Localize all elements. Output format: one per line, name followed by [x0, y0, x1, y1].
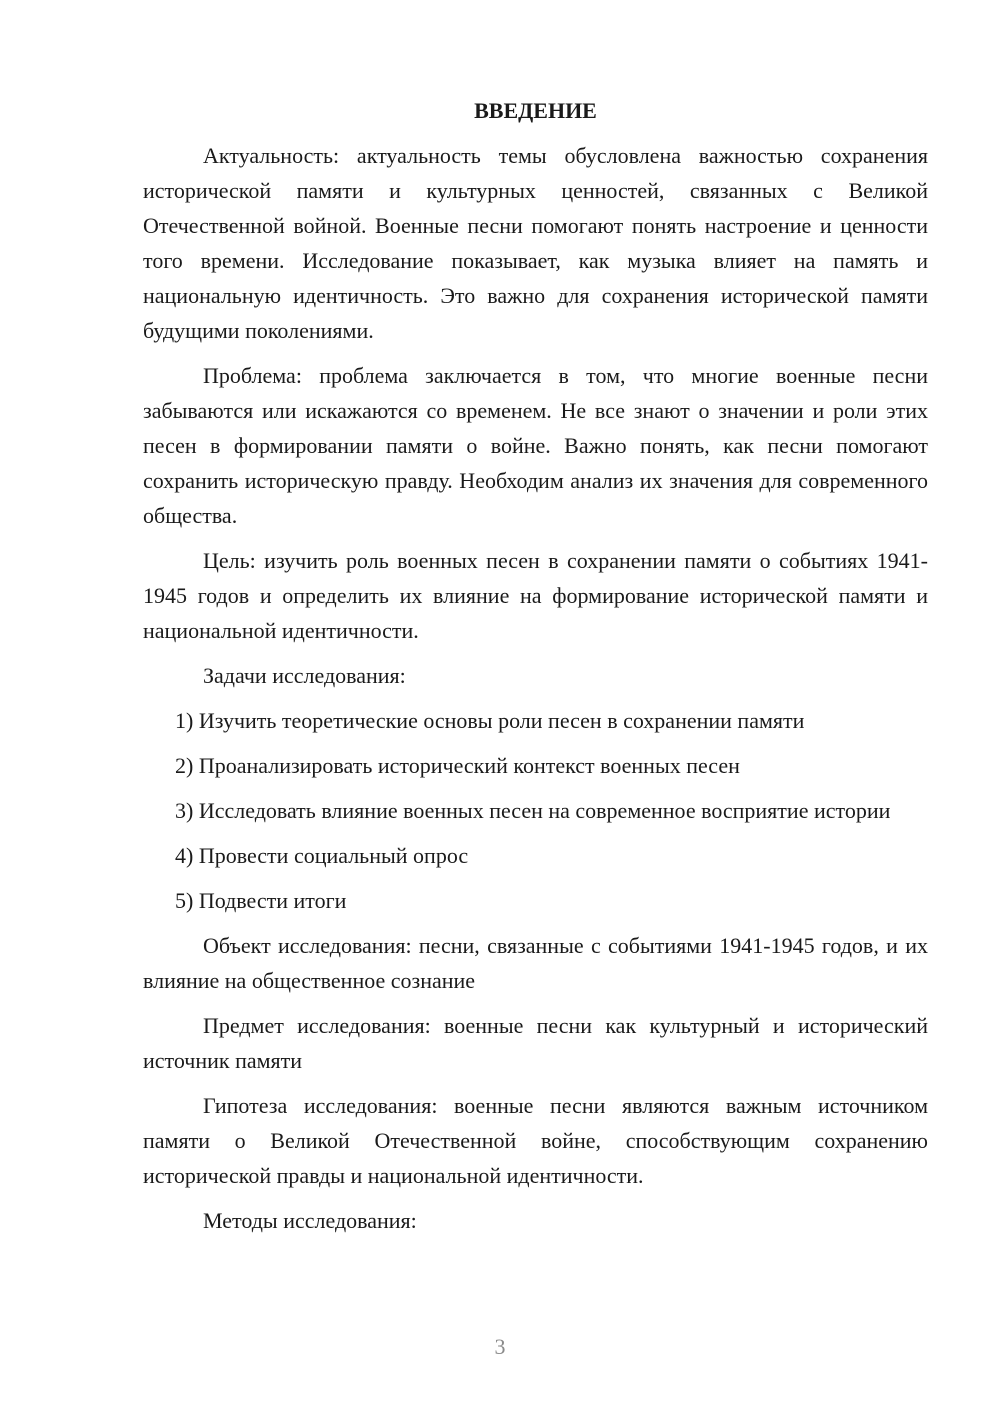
document-page [143, 96, 928, 1248]
task-item-2: 2) Проанализировать исторический контекст военных песен [175, 753, 740, 778]
paragraph-methods: Методы исследования: [203, 1208, 417, 1233]
paragraph-goal: Цель: изучить роль военных песен в сохранении памяти о событиях 1941-1945 годов и определить их влияние на формирование исторической памяти и национальной идентичности. [143, 548, 928, 643]
task-item-3: 3) Исследовать влияние военных песен на современное восприятие истории [175, 798, 891, 823]
paragraph-relevance: Актуальность: актуальность темы обусловлена важностью сохранения исторической памяти и культурных ценностей, связанных с Великой Отечественной войной. Военные песни помогают понять настроение и ценности того времени. Исследование показывает, как музыка влияет на память и национальную идентичность. Это важно для сохранения исторической памяти будущими поколениями. [143, 143, 928, 343]
page-number: 3 [494, 1334, 506, 1359]
task-item-5: 5) Подвести итоги [175, 888, 347, 913]
paragraph-hypothesis: Гипотеза исследования: военные песни являются важным источником памяти о Великой Отечественной войне, способствующим сохранению исторической правды и национальной идентичности. [143, 1093, 928, 1188]
task-item-4: 4) Провести социальный опрос [175, 843, 469, 868]
page-title: ВВЕДЕНИЕ [474, 98, 597, 123]
paragraph-problem: Проблема: проблема заключается в том, что многие военные песни забываются или искажаются со временем. Не все знают о значении и роли этих песен в формировании памяти о войне. Важно понять, как песни помогают сохранить историческую правду. Необходим анализ их значения для современного общества. [143, 363, 928, 528]
paragraph-object: Объект исследования: песни, связанные с событиями 1941-1945 годов, и их влияние на общественное сознание [143, 933, 928, 993]
paragraph-subject: Предмет исследования: военные песни как культурный и исторический источник памяти [143, 1013, 928, 1073]
paragraph-tasks-heading: Задачи исследования: [203, 663, 406, 688]
task-item-1: 1) Изучить теоретические основы роли песен в сохранении памяти [175, 708, 805, 733]
